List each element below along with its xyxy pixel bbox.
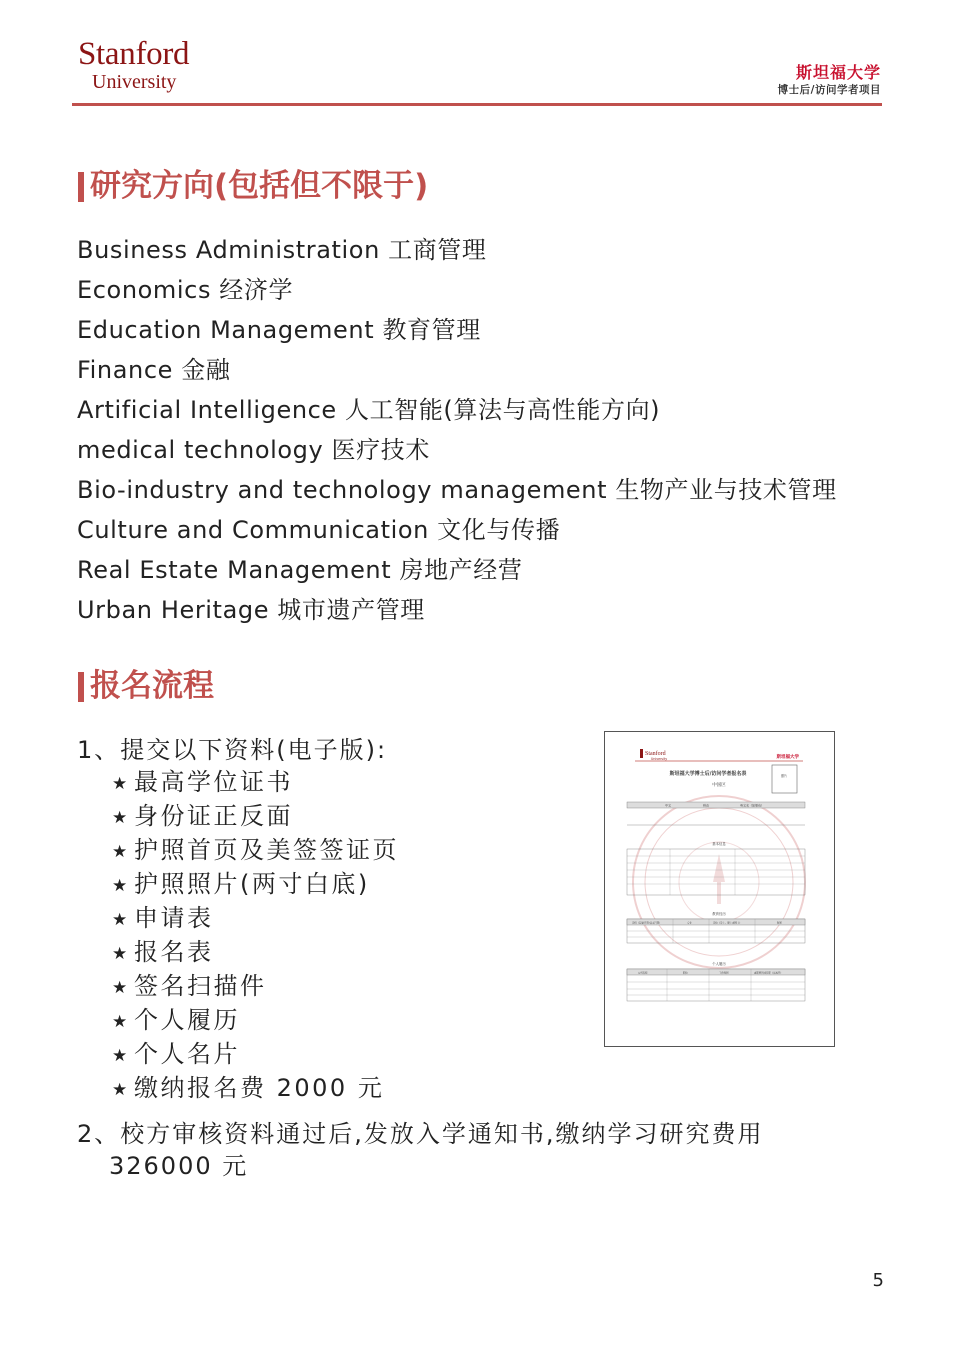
research-item: medical technology 医疗技术 (77, 436, 430, 464)
material-label: 个人名片 (134, 1040, 240, 1068)
form-edu-header: 时间 (777, 921, 782, 925)
header-divider (72, 103, 882, 106)
material-label: 缴纳报名费 2000 元 (134, 1074, 385, 1102)
form-brand: 斯坦福大学 (776, 755, 799, 760)
material-label: 申请表 (134, 904, 214, 932)
registration-section-title: 报名流程 (78, 666, 214, 706)
material-label: 身份证正反面 (134, 802, 293, 830)
research-item: Artificial Intelligence 人工智能(算法与高性能方向) (77, 396, 661, 424)
star-icon: ★ (112, 1046, 128, 1066)
application-form-image (604, 731, 835, 1047)
research-item: Culture and Communication 文化与传播 (77, 516, 561, 544)
star-icon: ★ (112, 876, 128, 896)
material-item (112, 1004, 399, 1038)
form-resume-header: 职位 (683, 971, 688, 975)
star-icon: ★ (112, 808, 128, 828)
star-icon: ★ (112, 774, 128, 794)
star-icon: ★ (112, 944, 128, 964)
research-item: Bio-industry and technology management 生物产业与技术管理 (77, 476, 837, 504)
form-section-basic: 基本信息 (712, 842, 726, 846)
header-title-cn: 斯坦福大学 (795, 63, 881, 82)
form-col-cn: 中文 (665, 803, 672, 808)
form-resume-header: 离职原因或在职（若离开） (754, 971, 783, 975)
material-item (112, 936, 399, 970)
research-list (77, 230, 837, 630)
research-item: Education Management 教育管理 (77, 316, 481, 344)
material-label: 报名表 (134, 938, 214, 966)
star-icon: ★ (112, 1080, 128, 1100)
material-item (112, 834, 399, 868)
research-item: Real Estate Management 房地产经营 (77, 556, 523, 584)
material-item (112, 970, 399, 1004)
material-label: 护照照片(两寸白底) (134, 870, 370, 898)
material-label: 签名扫描件 (134, 972, 267, 1000)
form-resume-header: 公司名称 (638, 971, 648, 975)
research-item: Business Administration 工商管理 (77, 236, 487, 264)
step-2-line1: 2、校方审核资料通过后,发放入学通知书,缴纳学习研究费用 (77, 1120, 764, 1148)
star-icon: ★ (112, 1012, 128, 1032)
material-item (112, 868, 399, 902)
form-region: 中国区 (712, 783, 726, 788)
step-2 (77, 1118, 764, 1182)
form-preview (605, 732, 834, 1046)
form-col-en: 英文名（如果有） (740, 803, 765, 808)
research-item: Economics 经济学 (77, 276, 294, 304)
research-item: Finance 金融 (77, 356, 231, 384)
form-edu-header: 学校（起始日期-结束日期） (632, 921, 662, 925)
step-1: 1、提交以下资料(电子版): (77, 736, 388, 764)
header-program-title (778, 63, 881, 97)
logo-university-text: University (92, 71, 177, 93)
seal-watermark (633, 796, 805, 968)
star-icon: ★ (112, 978, 128, 998)
form-edu-header: 学位（学士、硕士或博士） (713, 921, 742, 925)
material-item (112, 1072, 399, 1106)
material-label: 护照首页及美签签证页 (134, 836, 399, 864)
form-edu-header: 专业 (687, 921, 692, 925)
form-section-resume: 个人履历 (712, 962, 726, 966)
form-title: 斯坦福大学博士后/访问学者报名表 (669, 771, 747, 777)
research-section-title: 研究方向(包括但不限于) (78, 166, 428, 206)
material-item (112, 902, 399, 936)
star-icon: ★ (112, 910, 128, 930)
material-label: 最高学位证书 (134, 768, 293, 796)
material-item (112, 1038, 399, 1072)
form-section-edu: 教育经历 (712, 912, 726, 916)
materials-list (112, 766, 399, 1106)
material-item (112, 800, 399, 834)
form-col-pinyin: 拼音 (703, 803, 710, 808)
form-logo: Stanford (645, 751, 666, 757)
header-subtitle-cn: 博士后/访问学者项目 (777, 84, 881, 96)
star-icon: ★ (112, 842, 128, 862)
form-photo-label: 照片 (780, 774, 788, 778)
form-resume-header: 工作时间 (719, 971, 729, 975)
form-logo-sub: University (651, 757, 668, 761)
material-item (112, 766, 399, 800)
page-number: 5 (872, 1270, 884, 1291)
research-item: Urban Heritage 城市遗产管理 (77, 596, 425, 624)
step-2-line2: 326000 元 (109, 1152, 249, 1180)
stanford-logo (78, 38, 189, 93)
logo-stanford-text: Stanford (78, 36, 190, 72)
material-label: 个人履历 (134, 1006, 240, 1034)
